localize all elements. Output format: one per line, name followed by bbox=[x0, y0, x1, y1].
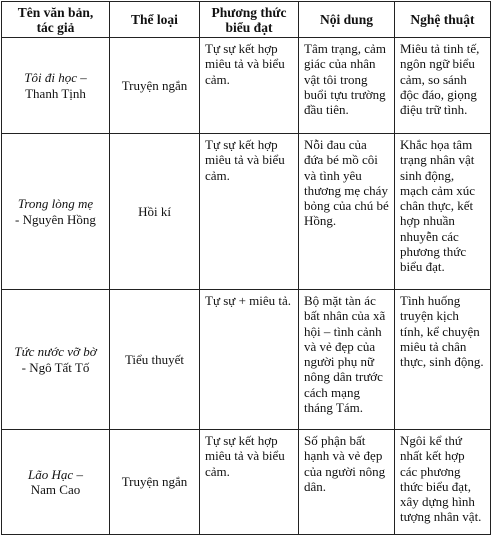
literature-summary-table bbox=[1, 1, 491, 535]
author-dash: – bbox=[73, 466, 83, 482]
author-dash: – bbox=[76, 70, 87, 86]
header-mode-line1: Phương thức bbox=[211, 4, 287, 20]
genre-cell: Truyện ngắn bbox=[110, 430, 200, 535]
header-work-author bbox=[2, 2, 110, 38]
art-cell: Miêu tả tinh tế, ngôn ngữ biểu cảm, so sánh độc đáo, giọng điệu trữ tình. bbox=[395, 38, 491, 134]
mode-cell: Tự sự kết hợp miêu tả và biểu cảm. bbox=[200, 430, 299, 535]
table-row bbox=[2, 290, 491, 430]
genre-cell: Tiểu thuyết bbox=[110, 290, 200, 430]
work-author-cell bbox=[2, 134, 110, 290]
table-header-row bbox=[2, 2, 491, 38]
author-name: Thanh Tịnh bbox=[25, 85, 86, 101]
author-name: Nam Cao bbox=[30, 482, 81, 497]
content-cell: Tâm trạng, cảm giác của nhân vật tôi trong buổi tựu trường đầu tiên. bbox=[299, 38, 395, 134]
header-genre: Thể loại bbox=[110, 2, 200, 38]
header-work-author-line2: tác giả bbox=[36, 19, 75, 35]
literature-table-sheet bbox=[1, 1, 490, 528]
header-content: Nội dung bbox=[299, 2, 395, 38]
work-author-cell bbox=[2, 430, 110, 535]
genre-cell: Hồi kí bbox=[110, 134, 200, 290]
work-title: Lão Hạc bbox=[28, 466, 74, 482]
work-title: Tôi đi học bbox=[24, 70, 77, 86]
content-cell: Nỗi đau của đứa bé mồ côi và tình yêu thương mẹ cháy bỏng của chú bé Hồng. bbox=[299, 134, 395, 290]
genre-cell: Truyện ngắn bbox=[110, 38, 200, 134]
work-title: Trong lòng mẹ bbox=[17, 196, 94, 212]
header-mode bbox=[200, 2, 299, 38]
content-cell: Bộ mặt tàn ác bất nhân của xã hội – tình cảnh và vẻ đẹp của người phụ nữ nông dân trước cách mạng tháng Tám. bbox=[299, 290, 395, 430]
art-cell: Ngôi kể thứ nhất kết hợp các phương thức biểu đạt, xây dựng hình tượng nhân vật. bbox=[395, 430, 491, 535]
content-cell: Số phận bất hạnh và vẻ đẹp của người nông dân. bbox=[299, 430, 395, 535]
author-name: - Nguyên Hồng bbox=[15, 211, 96, 227]
mode-cell: Tự sự + miêu tả. bbox=[200, 290, 299, 430]
table-row bbox=[2, 430, 491, 535]
author-name: - Ngô Tất Tố bbox=[21, 359, 90, 375]
art-cell: Khắc họa tâm trạng nhân vật sinh động, mạch cảm xúc chân thực, kết hợp nhuần nhuyễn các phương thức biểu đạt. bbox=[395, 134, 491, 290]
work-author-cell bbox=[2, 290, 110, 430]
header-work-author-line1: Tên văn bản, bbox=[17, 4, 94, 20]
mode-cell: Tự sự kết hợp miêu tả và biểu cảm. bbox=[200, 38, 299, 134]
work-author-cell bbox=[2, 38, 110, 134]
table-row bbox=[2, 38, 491, 134]
header-art: Nghệ thuật bbox=[395, 2, 491, 38]
work-title: Tức nước vỡ bờ bbox=[14, 344, 97, 360]
art-cell: Tình huống truyện kịch tính, kể chuyện miêu tả chân thực, sinh động. bbox=[395, 290, 491, 430]
header-mode-line2: biểu đạt bbox=[225, 19, 273, 35]
table-row bbox=[2, 134, 491, 290]
mode-cell: Tự sự kết hợp miêu tả và biểu cảm. bbox=[200, 134, 299, 290]
